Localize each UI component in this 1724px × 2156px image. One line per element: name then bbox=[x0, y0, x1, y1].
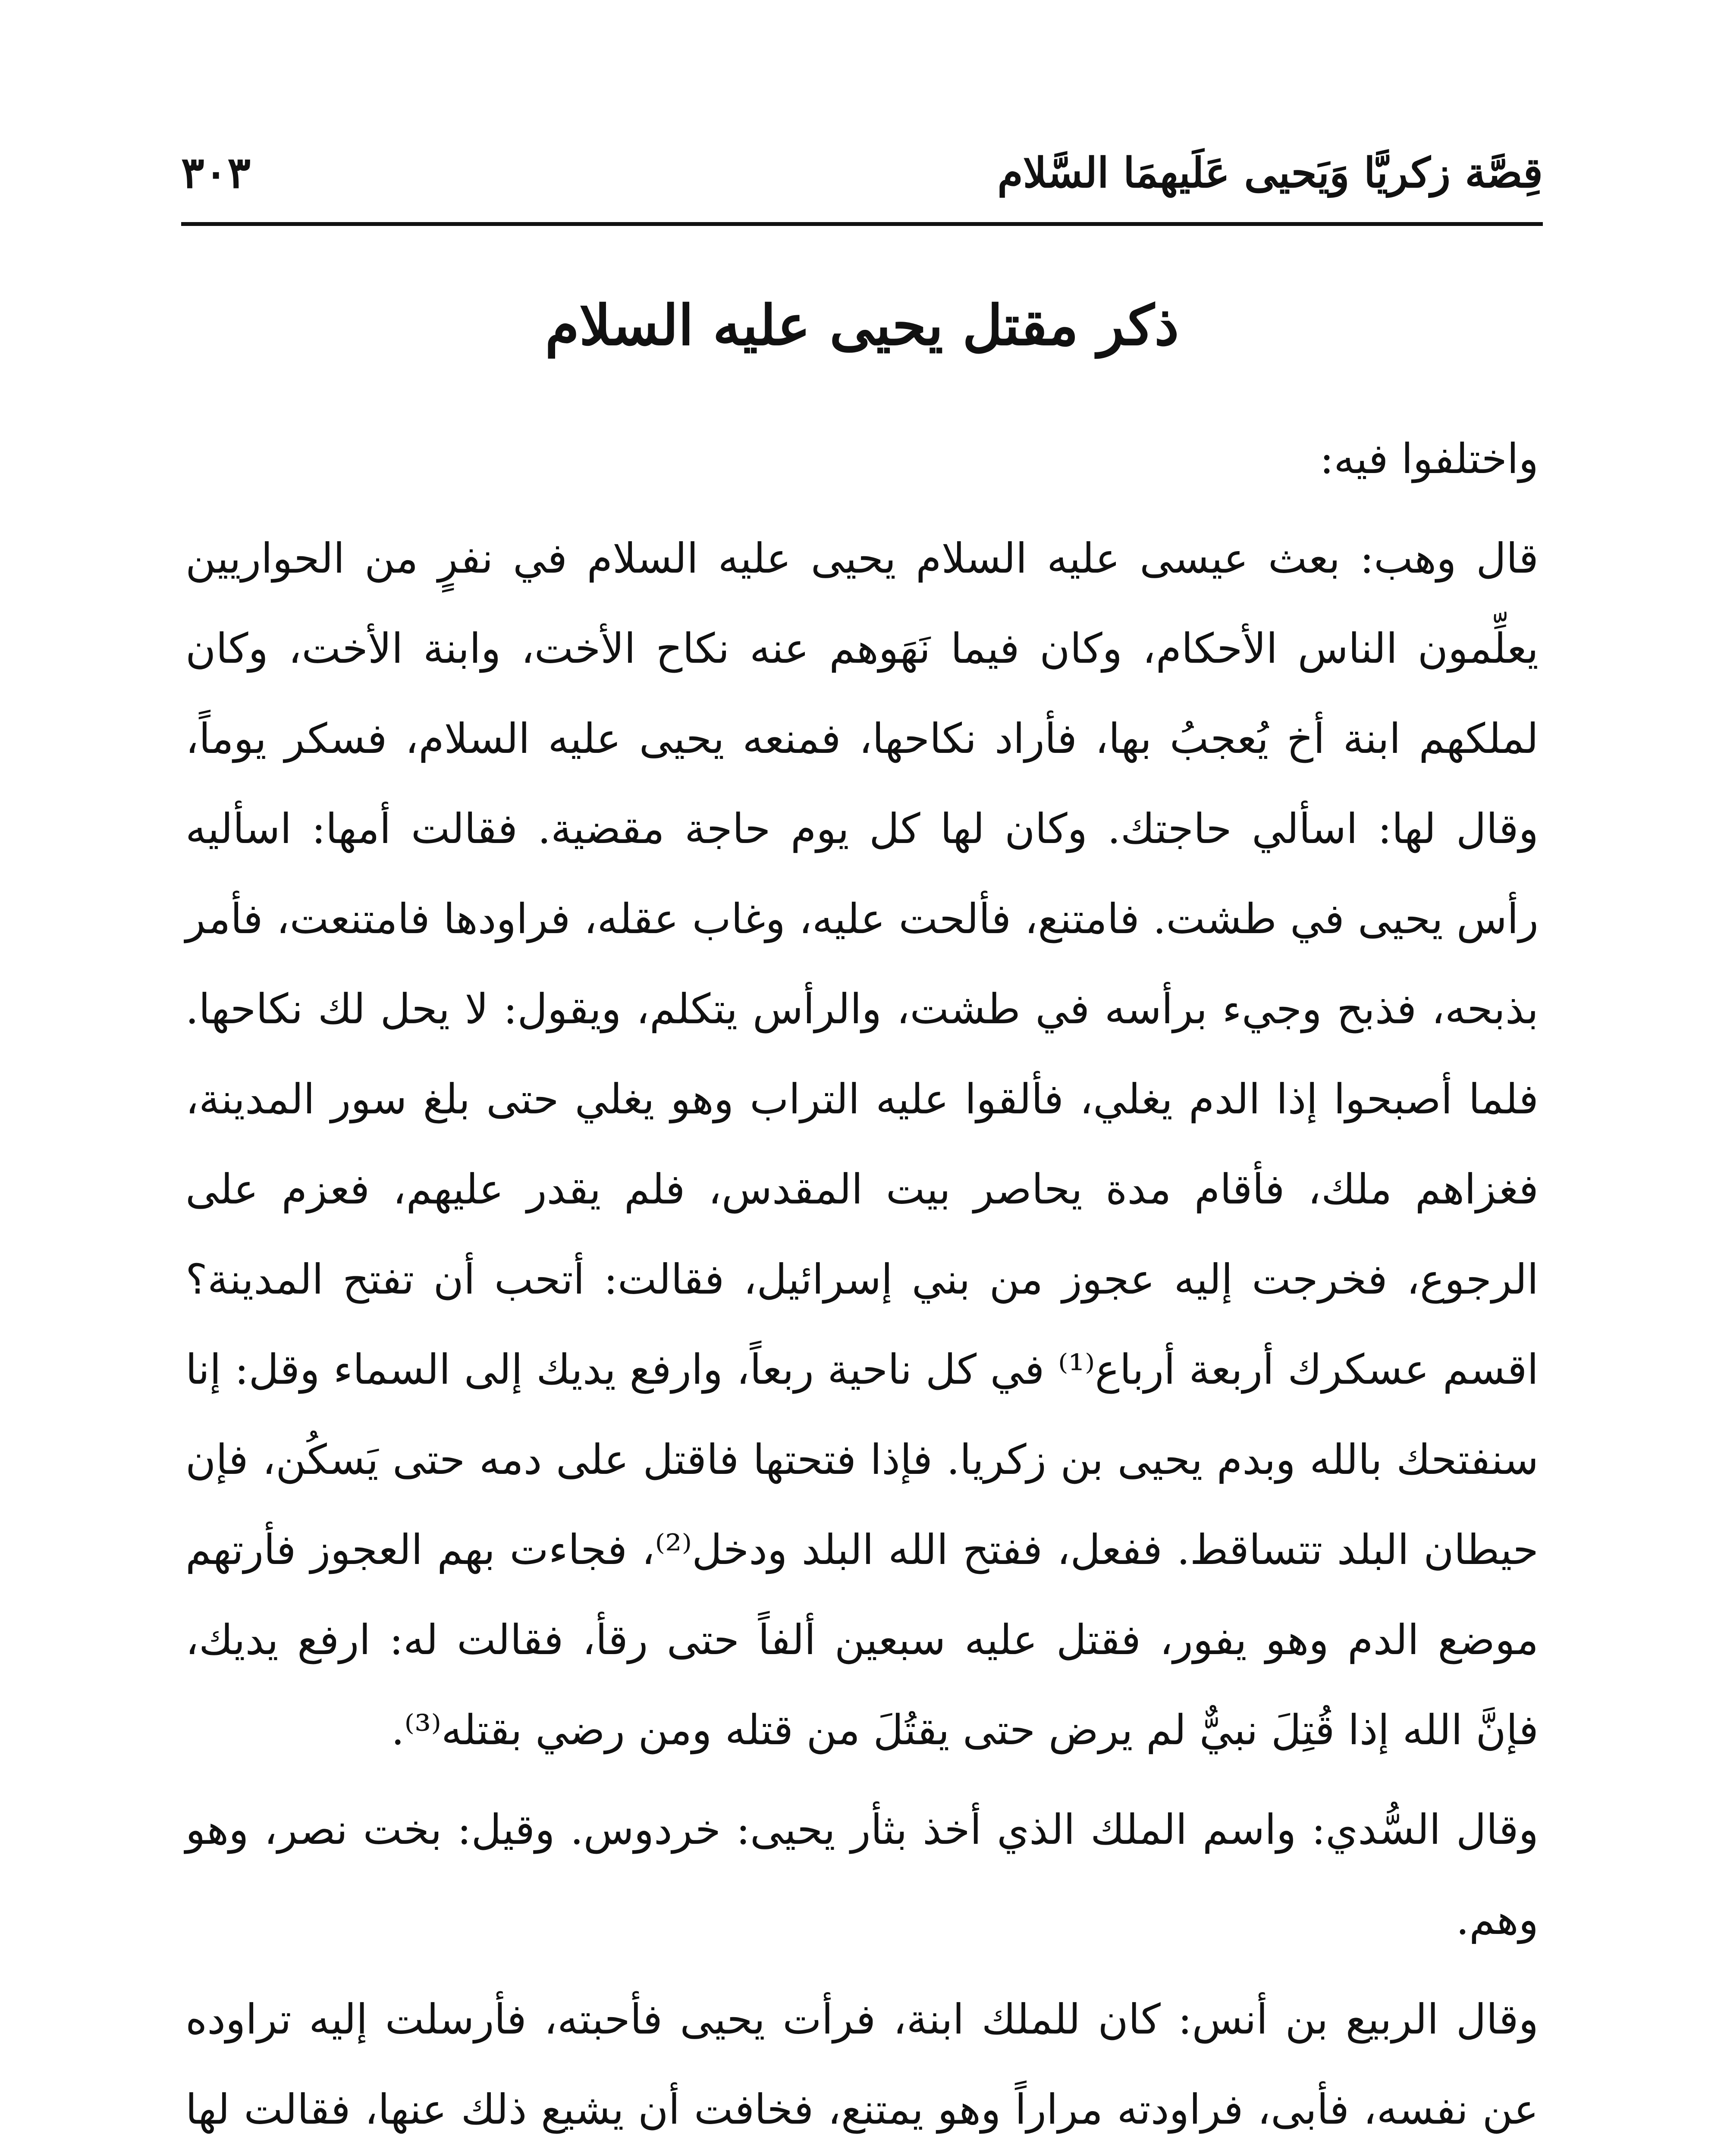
page-number: ٣٠٣ bbox=[181, 147, 251, 198]
chapter-title: ذكر مقتل يحيى عليه السلام bbox=[545, 293, 1179, 358]
running-header-title: قِصَّة زكريَّا وَيَحيى عَلَيهمَا السَّلام bbox=[997, 148, 1543, 197]
paragraph-intro: واختلفوا فيه: bbox=[1319, 435, 1539, 483]
body-text bbox=[185, 414, 1539, 2156]
paragraph-wahb-narration: قال وهب: بعث عيسى عليه السلام يحيى عليه السلام في نفرٍ من الحواريين يعلِّمون الناس الأحكام، وكان فيما نَهَوهم عنه نكاح الأخت، وابنة الأخت، وكان لملكهم ابنة أخ يُعجبُ بها، فأراد نكاحها، فمنعه يحيى عليه السلام، فسكر يوماً، وقال لها: اسألي حاجتك. وكان لها كل يوم حاجة مقضية. فقالت أمها: اسأليه رأس يحيى في طشت. فامتنع، فألحت عليه، وغاب عقله، فراودها فامتنعت، فأمر بذبحه، فذبح وجيء برأسه في طشت، والرأس يتكلم، ويقول: لا يحل لك نكاحها. فلما أصبحوا إذا الدم يغلي، فألقوا عليه التراب وهو يغلي حتى بلغ سور المدينة، فغزاهم ملك، فأقام مدة يحاصر بيت المقدس، فلم يقدر عليهم، فعزم على الرجوع، فخرجت إليه عجوز من بني إسرائيل، فقالت: أتحب أن تفتح المدينة؟ اقسم عسكرك أربعة أرباع⁽¹⁾ في كل ناحية ربعاً، وارفع يديك إلى السماء وقل: إنا سنفتحك بالله وبدم يحيى بن زكريا. فإذا فتحتها فاقتل على دمه حتى يَسكُن، فإن حيطان البلد تتساقط. ففعل، ففتح الله البلد ودخل⁽²⁾، فجاءت بهم العجوز فأرتهم موضع الدم وهو يفور، فقتل عليه سبعين ألفاً حتى رقأ، فقالت له: ارفع يديك، فإنَّ الله إذا قُتِلَ نبيٌّ لم يرض حتى يقتُلَ من قتله ومن رضي بقتله⁽³⁾. bbox=[185, 534, 1539, 1754]
paragraph-suddi-narration: وقال السُّدي: واسم الملك الذي أخذ بثأر يحيى: خردوس. وقيل: بخت نصر، وهو وهم. bbox=[185, 1805, 1539, 1944]
header-divider bbox=[181, 222, 1543, 226]
paragraph-rabi-narration: وقال الربيع بن أنس: كان للملك ابنة، فرأت يحيى فأحبته، فأرسلت إليه تراوده عن نفسه، فأبى، فراودته مراراً وهو يمتنع، فخافت أن يشيع ذلك عنها، فقالت لها bbox=[185, 1995, 1539, 2134]
running-header bbox=[181, 142, 1543, 203]
